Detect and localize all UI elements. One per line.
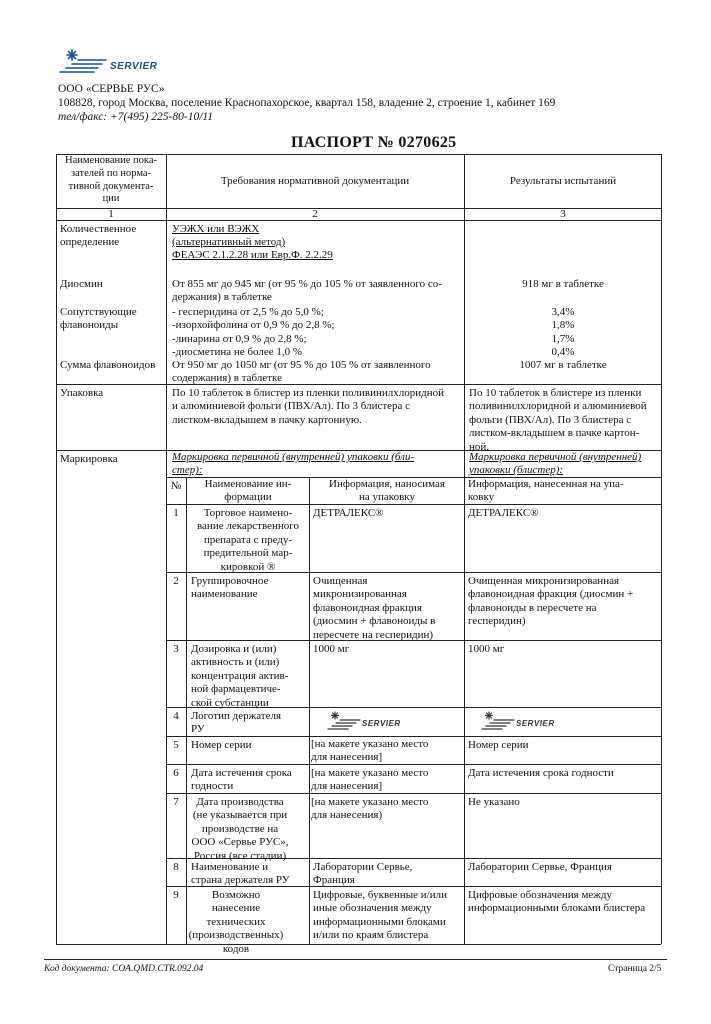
marking-row-5-info: [на макете указано место для нанесения]	[311, 738, 429, 764]
sub-header-info: Информация, наносимая на упаковку	[329, 478, 445, 504]
quant-label: Количественное определение	[60, 223, 137, 249]
header-results: Результаты испытаний	[509, 175, 617, 187]
marking-row-9-info: Цифровые, буквенные и/или иные обозначения между информационными блоками и/или по краям блистера	[313, 889, 447, 942]
marking-row-5-applied: Номер серии	[468, 739, 529, 751]
marking-row-8-name: Наименование и страна держателя РУ	[191, 861, 290, 887]
marking-row-8-info: Лаборатории Сервье, Франция	[313, 861, 413, 887]
flavonoids-requirement: - гесперидина от 2,5 % до 5,0 %; -изорхойфолина от 0,9 % до 2,8 %; -линарина от 0,9 % до 2,8 %; -диосметина не более 1,0 %	[172, 306, 335, 359]
marking-row-8-num: 8	[173, 861, 179, 873]
quant-method-2: (альтернативный метод)	[172, 236, 286, 248]
marking-row-1-num: 1	[173, 507, 179, 519]
page-number: Страница 2/5	[608, 964, 662, 974]
marking-row-1-info: ДЕТРАЛЕКС®	[313, 507, 384, 519]
marking-row-6-name: Дата истечения срока годности	[191, 767, 292, 793]
servier-logo-text: SERVIER	[110, 61, 158, 72]
marking-row-2-num: 2	[173, 575, 179, 587]
packaging-label: Упаковка	[60, 387, 104, 399]
marking-row-3-num: 3	[173, 643, 179, 655]
packaging-result: По 10 таблеток в блистере из пленки поливинилхлоридной и алюминиевой фольги (ПВХ/Ал). По 3 блистера с листком-вкладышем в пачке картон- ной.	[469, 387, 647, 453]
flavonoids-result: 3,4% 1,8% 1,7% 0,4%	[551, 306, 575, 359]
marking-row-7-num: 7	[173, 796, 179, 808]
header-indicator: Наименование пока- зателей по норма- тивной документа- ции	[64, 155, 157, 205]
header-requirements: Требования нормативной документации	[220, 175, 410, 187]
marking-result-header: Маркировка первичной (внутренней) упаковки (блистер):	[469, 451, 642, 477]
servier-logo-icon	[326, 710, 362, 732]
marking-row-2-applied: Очищенная микронизированная флавоноидная фракция (диосмин + флавоноиды в пересчете на гесперидин)	[468, 575, 634, 628]
sub-header-num: №	[170, 480, 182, 492]
marking-row-7-info: [на макете указано место для нанесения)	[311, 796, 429, 822]
marking-row-4-info: SERVIER	[362, 719, 401, 728]
sum-label: Сумма флавоноидов	[60, 359, 156, 371]
marking-row-8-applied: Лаборатории Сервье, Франция	[468, 861, 612, 873]
marking-req-header: Маркировка первичной (внутренней) упаковки (бли- стер):	[172, 451, 415, 477]
header-num-1: 1	[108, 208, 114, 220]
marking-row-4-applied-logo	[480, 710, 570, 732]
marking-row-4-name: Логотип держателя РУ	[191, 710, 282, 736]
marking-row-3-info: 1000 мг	[313, 643, 350, 655]
marking-row-4-num: 4	[173, 710, 179, 722]
flavonoids-label: Сопутствующие флавоноиды	[60, 306, 137, 332]
company-phone: тел/факс: +7(495) 225-80-10/11	[58, 111, 214, 123]
marking-row-9-num: 9	[173, 889, 179, 901]
marking-row-6-num: 6	[173, 767, 179, 779]
packaging-requirement: По 10 таблеток в блистер из пленки поливинилхлоридной и алюминиевой фольги (ПВХ/Ал). По 3 блистера с листком-вкладышем в пачку картонную.	[172, 387, 444, 426]
document-code: Код документа: COA.QMD.CTR.092.04	[44, 964, 204, 974]
marking-row-2-name: Группировочное наименование	[191, 575, 269, 601]
marking-row-3-name: Дозировка и (или) активность и (или) концентрация актив- ной фармацевтиче- ской субстанции	[191, 643, 289, 709]
marking-row-5-num: 5	[173, 739, 179, 751]
marking-row-3-applied: 1000 мг	[468, 643, 505, 655]
marking-row-4-applied: SERVIER	[516, 719, 555, 728]
sub-header-name: Наименование ин- формации	[204, 478, 292, 504]
company-address: 108828, город Москва, поселение Краснопахорское, квартал 158, владение 2, строение 1, кабинет 169	[58, 97, 556, 109]
marking-row-4-info-logo	[326, 710, 416, 732]
marking-row-6-info: [на макете указано место для нанесения]	[311, 767, 429, 793]
sub-header-applied: Информация, нанесенная на упа- ковку	[468, 478, 624, 504]
quant-method-3: ФЕАЭС 2.1.2.28 или Евр.Ф. 2.2.29	[172, 249, 333, 261]
header-num-3: 3	[560, 208, 566, 220]
diosmin-label: Диосмин	[60, 278, 103, 290]
marking-row-2-info: Очищенная микронизированная флавоноидная фракция (диосмин + флавоноиды в пересчете на гесперидин)	[313, 575, 436, 641]
company-name: ООО «СЕРВЬЕ РУС»	[58, 83, 165, 95]
marking-row-7-applied: Не указано	[468, 796, 520, 808]
sum-requirement: От 950 мг до 1050 мг (от 95 % до 105 % от заявленного содержания) в таблетке	[172, 359, 431, 385]
marking-label: Маркировка	[60, 453, 118, 465]
marking-row-7-name: Дата производства (не указывается при производстве на ООО «Сервье РУС», Россия (все стадии)	[191, 796, 289, 862]
marking-row-1-applied: ДЕТРАЛЕКС®	[468, 507, 539, 519]
marking-row-5-name: Номер серии	[191, 739, 252, 751]
servier-logo-icon	[58, 46, 110, 76]
header-num-2: 2	[312, 208, 318, 220]
marking-row-1-name: Торговое наимено- вание лекарственного препарата с преду- предительной мар- кировкой ®	[197, 507, 299, 573]
diosmin-requirement: От 855 мг до 945 мг (от 95 % до 105 % от заявленного со- держания) в таблетке	[172, 278, 442, 304]
sum-result: 1007 мг в таблетке	[519, 359, 607, 371]
diosmin-result: 918 мг в таблетке	[522, 278, 604, 290]
company-logo	[58, 46, 168, 80]
marking-row-9-applied: Цифровые обозначения между информационными блоками блистера	[468, 889, 646, 915]
servier-logo-icon	[480, 710, 516, 732]
marking-row-9-name: Возможно нанесение технических (производственных) кодов	[188, 889, 284, 955]
footer-divider	[44, 959, 667, 960]
page-title: ПАСПОРТ № 0270625	[291, 134, 457, 151]
quant-method-1: УЭЖХ или ВЭЖХ	[172, 223, 260, 235]
marking-row-6-applied: Дата истечения срока годности	[468, 767, 614, 779]
